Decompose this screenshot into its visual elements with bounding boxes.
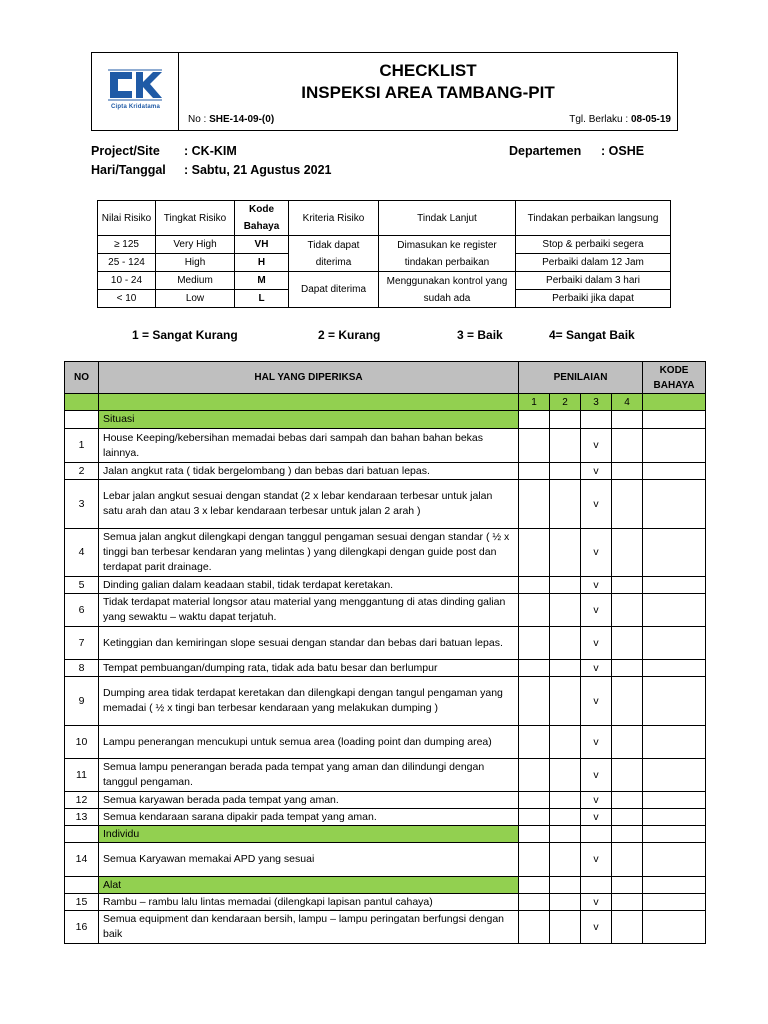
item-text: Dumping area tidak terdapat keretakan dan dilengkapi dengan tangul pengaman yang memadai ( ½ x tingi ban terbesar kendaraan yang melakukan dumping ) xyxy=(99,677,519,726)
score-cell-1 xyxy=(519,463,550,480)
score-cell-4 xyxy=(612,792,643,809)
risk-col-kriteria: Kriteria Risiko xyxy=(289,201,379,236)
score-cell-2 xyxy=(550,480,581,529)
score-cell-1 xyxy=(519,480,550,529)
empty-cell xyxy=(643,877,706,894)
score-cell-4 xyxy=(612,677,643,726)
risk-nilai: ≥ 125 xyxy=(98,236,156,254)
document-title: CHECKLIST xyxy=(379,61,477,80)
section-label: Individu xyxy=(99,826,519,843)
item-number: 15 xyxy=(65,894,99,911)
score-cell-4 xyxy=(612,843,643,877)
score-cell-1 xyxy=(519,809,550,826)
check-mark: v xyxy=(581,627,612,660)
risk-tingkat: High xyxy=(156,254,235,272)
item-text: Lebar jalan angkut sesuai dengan standat (2 x lebar kendaraan terbesar untuk jalan satu arah dan atau 3 x lebar kendaraan terbesar untuk jalan 2 arah ) xyxy=(99,480,519,529)
hazard-code-cell xyxy=(643,463,706,480)
empty-cell xyxy=(581,877,612,894)
check-mark: v xyxy=(581,577,612,594)
score-cell-1 xyxy=(519,677,550,726)
score-cell-2 xyxy=(550,677,581,726)
score-cell-2 xyxy=(550,463,581,480)
checklist-row xyxy=(65,809,706,826)
score-cell-2 xyxy=(550,429,581,463)
score-cell-1 xyxy=(519,660,550,677)
hazard-code-cell xyxy=(643,429,706,463)
score-cell-4 xyxy=(612,594,643,627)
risk-col-kode: Kode Bahaya xyxy=(235,201,289,236)
section-label: Alat xyxy=(99,877,519,894)
logo xyxy=(92,53,179,130)
empty-cell xyxy=(581,826,612,843)
valid-date-value: 08-05-19 xyxy=(630,114,671,125)
risk-col-perbaikan: Tindakan perbaikan langsung xyxy=(516,201,671,236)
check-mark: v xyxy=(581,894,612,911)
item-text: Jalan angkut rata ( tidak bergelombang ) dan bebas dari batuan lepas. xyxy=(99,463,519,480)
risk-tingkat: Very High xyxy=(156,236,235,254)
checklist-row xyxy=(65,480,706,529)
check-mark: v xyxy=(581,660,612,677)
document-header xyxy=(91,52,678,131)
risk-kriteria: Dapat diterima xyxy=(289,272,379,308)
score-cell-4 xyxy=(612,429,643,463)
scale-3: 3 = Baik xyxy=(457,328,503,342)
section-row xyxy=(65,826,706,843)
department-value: : OSHE xyxy=(601,144,645,158)
hazard-code-cell xyxy=(643,480,706,529)
score-col-3: 3 xyxy=(581,394,612,411)
risk-nilai: 10 - 24 xyxy=(98,272,156,290)
item-number: 13 xyxy=(65,809,99,826)
empty-cell xyxy=(550,411,581,429)
item-number: 4 xyxy=(65,529,99,577)
score-cell-2 xyxy=(550,594,581,627)
risk-kode: VH xyxy=(235,236,289,254)
hazard-code-cell xyxy=(643,677,706,726)
item-number: 1 xyxy=(65,429,99,463)
logo-text: Cipta Kridatama xyxy=(110,104,160,110)
score-cell-1 xyxy=(519,759,550,792)
empty-cell xyxy=(612,877,643,894)
item-number: 8 xyxy=(65,660,99,677)
score-cell-1 xyxy=(519,577,550,594)
check-mark: v xyxy=(581,843,612,877)
score-cell-1 xyxy=(519,429,550,463)
item-number: 14 xyxy=(65,843,99,877)
item-number: 12 xyxy=(65,792,99,809)
empty-cell xyxy=(612,411,643,429)
score-cell-2 xyxy=(550,529,581,577)
risk-header-row xyxy=(98,201,671,236)
item-text: Semua equipment dan kendaraan bersih, lampu – lampu peringatan berfungsi dengan baik xyxy=(99,911,519,944)
document-number xyxy=(188,114,274,125)
item-number: 16 xyxy=(65,911,99,944)
item-text: Semua kendaraan sarana dipakir pada tempat yang aman. xyxy=(99,809,519,826)
checklist-row xyxy=(65,463,706,480)
score-col-4: 4 xyxy=(612,394,643,411)
item-number: 11 xyxy=(65,759,99,792)
hazard-code-cell xyxy=(643,911,706,944)
checklist-row xyxy=(65,594,706,627)
hazard-code-cell xyxy=(643,529,706,577)
item-text: Semua lampu penerangan berada pada tempat yang aman dan dilindungi dengan tanggul pengaman. xyxy=(99,759,519,792)
check-mark: v xyxy=(581,726,612,759)
checklist-row xyxy=(65,577,706,594)
score-cell-1 xyxy=(519,911,550,944)
check-mark: v xyxy=(581,759,612,792)
empty-cell xyxy=(550,826,581,843)
score-cell-4 xyxy=(612,726,643,759)
score-col-2: 2 xyxy=(550,394,581,411)
risk-col-tingkat: Tingkat Risiko xyxy=(156,201,235,236)
item-text: Tempat pembuangan/dumping rata, tidak ada batu besar dan berlumpur xyxy=(99,660,519,677)
score-cell-4 xyxy=(612,480,643,529)
date-value: : Sabtu, 21 Agustus 2021 xyxy=(184,163,332,177)
empty-cell xyxy=(643,394,706,411)
hazard-code-cell xyxy=(643,577,706,594)
checklist-row xyxy=(65,911,706,944)
project-label: Project/Site xyxy=(91,144,160,158)
checklist-row xyxy=(65,660,706,677)
score-cell-2 xyxy=(550,843,581,877)
empty-cell xyxy=(99,394,519,411)
check-mark: v xyxy=(581,480,612,529)
score-col-1: 1 xyxy=(519,394,550,411)
score-number-row xyxy=(65,394,706,411)
risk-col-tindak: Tindak Lanjut xyxy=(379,201,516,236)
col-score-header: PENILAIAN xyxy=(519,362,643,394)
col-code-header: KODE BAHAYA xyxy=(643,362,706,394)
document-subtitle: INSPEKSI AREA TAMBANG-PIT xyxy=(301,83,555,102)
check-mark: v xyxy=(581,792,612,809)
risk-perbaikan: Perbaiki jika dapat xyxy=(516,290,671,308)
score-cell-4 xyxy=(612,577,643,594)
item-text: Dinding galian dalam keadaan stabil, tidak terdapat keretakan. xyxy=(99,577,519,594)
empty-cell xyxy=(643,826,706,843)
scale-2: 2 = Kurang xyxy=(318,328,381,342)
hazard-code-cell xyxy=(643,792,706,809)
scale-4: 4= Sangat Baik xyxy=(549,328,635,342)
score-cell-2 xyxy=(550,759,581,792)
item-number: 3 xyxy=(65,480,99,529)
hazard-code-cell xyxy=(643,894,706,911)
department-label: Departemen xyxy=(509,144,582,158)
risk-kriteria: Tidak dapat diterima xyxy=(289,236,379,272)
col-item-header: HAL YANG DIPERIKSA xyxy=(99,362,519,394)
score-cell-4 xyxy=(612,809,643,826)
checklist-row xyxy=(65,894,706,911)
risk-tingkat: Medium xyxy=(156,272,235,290)
checklist-row xyxy=(65,759,706,792)
check-mark: v xyxy=(581,429,612,463)
section-label: Situasi xyxy=(99,411,519,429)
risk-nilai: < 10 xyxy=(98,290,156,308)
hazard-code-cell xyxy=(643,759,706,792)
item-text: Ketinggian dan kemiringan slope sesuai dengan standar dan bebas dari batuan lepas. xyxy=(99,627,519,660)
risk-tingkat: Low xyxy=(156,290,235,308)
empty-cell xyxy=(65,394,99,411)
hazard-code-cell xyxy=(643,627,706,660)
empty-cell xyxy=(519,877,550,894)
item-text: Semua jalan angkut dilengkapi dengan tanggul pengaman sesuai dengan standar ( ½ x tinggi ban terbesar kendaran yang melintas ) yang dilengkapi dengan guide post dan terdapat parit drainage. xyxy=(99,529,519,577)
item-text: House Keeping/kebersihan memadai bebas dari sampah dan bahan bahan bekas lainnya. xyxy=(99,429,519,463)
risk-row xyxy=(98,272,671,290)
score-cell-4 xyxy=(612,911,643,944)
score-cell-4 xyxy=(612,660,643,677)
item-number: 6 xyxy=(65,594,99,627)
score-cell-2 xyxy=(550,660,581,677)
hazard-code-cell xyxy=(643,809,706,826)
risk-nilai: 25 - 124 xyxy=(98,254,156,272)
score-cell-1 xyxy=(519,726,550,759)
empty-cell xyxy=(65,826,99,843)
score-cell-1 xyxy=(519,894,550,911)
date-label: Hari/Tanggal xyxy=(91,163,166,177)
item-text: Tidak terdapat material longsor atau material yang menggantung di atas dinding galian yang sewaktu – waktu dapat terjatuh. xyxy=(99,594,519,627)
empty-cell xyxy=(643,411,706,429)
project-value: : CK-KIM xyxy=(184,144,237,158)
score-cell-1 xyxy=(519,529,550,577)
risk-tindak: Menggunakan kontrol yang sudah ada xyxy=(379,272,516,308)
checklist-row xyxy=(65,627,706,660)
checklist-row xyxy=(65,843,706,877)
score-cell-2 xyxy=(550,726,581,759)
empty-cell xyxy=(65,877,99,894)
score-cell-2 xyxy=(550,894,581,911)
valid-date xyxy=(569,114,671,125)
score-cell-4 xyxy=(612,894,643,911)
empty-cell xyxy=(65,411,99,429)
empty-cell xyxy=(612,826,643,843)
score-cell-4 xyxy=(612,463,643,480)
checklist-header-row xyxy=(65,362,706,394)
section-row xyxy=(65,411,706,429)
empty-cell xyxy=(519,411,550,429)
checklist-row xyxy=(65,429,706,463)
risk-perbaikan: Perbaiki dalam 12 Jam xyxy=(516,254,671,272)
checklist-row xyxy=(65,677,706,726)
score-cell-4 xyxy=(612,759,643,792)
score-cell-1 xyxy=(519,843,550,877)
hazard-code-cell xyxy=(643,660,706,677)
score-cell-2 xyxy=(550,809,581,826)
item-text: Semua karyawan berada pada tempat yang aman. xyxy=(99,792,519,809)
score-cell-2 xyxy=(550,627,581,660)
score-cell-1 xyxy=(519,792,550,809)
score-cell-2 xyxy=(550,577,581,594)
scale-1: 1 = Sangat Kurang xyxy=(132,328,238,342)
check-mark: v xyxy=(581,809,612,826)
section-row xyxy=(65,877,706,894)
score-cell-1 xyxy=(519,594,550,627)
empty-cell xyxy=(550,877,581,894)
risk-col-nilai: Nilai Risiko xyxy=(98,201,156,236)
doc-no-value: SHE-14-09-(0) xyxy=(209,114,275,125)
valid-date-label: Tgl. Berlaku : xyxy=(569,114,629,125)
risk-tindak: Dimasukan ke register tindakan perbaikan xyxy=(379,236,516,272)
company-logo-icon xyxy=(106,68,164,102)
risk-row xyxy=(98,236,671,254)
score-cell-1 xyxy=(519,627,550,660)
item-number: 7 xyxy=(65,627,99,660)
item-number: 5 xyxy=(65,577,99,594)
checklist-row xyxy=(65,792,706,809)
item-number: 10 xyxy=(65,726,99,759)
score-cell-4 xyxy=(612,627,643,660)
item-text: Rambu – rambu lalu lintas memadai (dilengkapi lapisan pantul cahaya) xyxy=(99,894,519,911)
doc-no-label: No : xyxy=(188,114,207,125)
hazard-code-cell xyxy=(643,843,706,877)
item-text: Semua Karyawan memakai APD yang sesuai xyxy=(99,843,519,877)
empty-cell xyxy=(519,826,550,843)
risk-perbaikan: Stop & perbaiki segera xyxy=(516,236,671,254)
check-mark: v xyxy=(581,463,612,480)
item-number: 2 xyxy=(65,463,99,480)
risk-perbaikan: Perbaiki dalam 3 hari xyxy=(516,272,671,290)
check-mark: v xyxy=(581,911,612,944)
item-number: 9 xyxy=(65,677,99,726)
score-cell-2 xyxy=(550,792,581,809)
score-cell-4 xyxy=(612,529,643,577)
checklist-table xyxy=(64,361,706,944)
risk-kode: H xyxy=(235,254,289,272)
col-no-header: NO xyxy=(65,362,99,394)
empty-cell xyxy=(581,411,612,429)
checklist-row xyxy=(65,726,706,759)
risk-matrix-table xyxy=(97,200,671,308)
risk-kode: M xyxy=(235,272,289,290)
check-mark: v xyxy=(581,677,612,726)
hazard-code-cell xyxy=(643,726,706,759)
risk-kode: L xyxy=(235,290,289,308)
hazard-code-cell xyxy=(643,594,706,627)
check-mark: v xyxy=(581,594,612,627)
item-text: Lampu penerangan mencukupi untuk semua area (loading point dan dumping area) xyxy=(99,726,519,759)
checklist-row xyxy=(65,529,706,577)
check-mark: v xyxy=(581,529,612,577)
score-cell-2 xyxy=(550,911,581,944)
